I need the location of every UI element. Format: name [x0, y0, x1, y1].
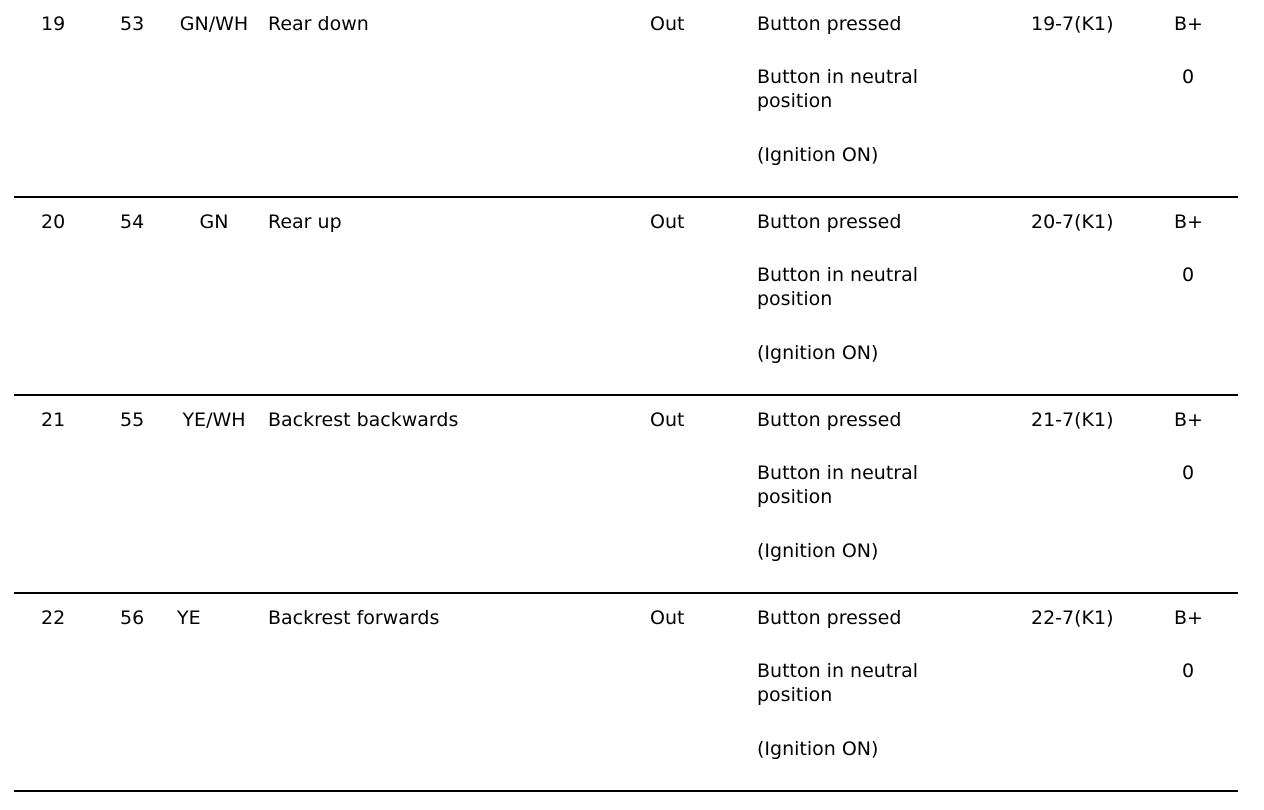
signal-direction: Out [650, 211, 685, 233]
value-pressed: B+ [1174, 409, 1203, 431]
connector-number: 54 [120, 211, 145, 233]
wire-color: YE [177, 607, 201, 629]
pin-number: 21 [41, 409, 66, 431]
wire-color: YE/WH [182, 409, 246, 431]
condition-note: (Ignition ON) [757, 540, 879, 562]
pin-number: 20 [41, 211, 66, 233]
table-row [14, 396, 1238, 594]
condition-pressed: Button pressed [757, 409, 902, 431]
signal-direction: Out [650, 409, 685, 431]
value-neutral: 0 [1182, 462, 1195, 484]
function-label: Backrest backwards [268, 409, 459, 431]
condition-note: (Ignition ON) [757, 144, 879, 166]
test-points: 21-7(K1) [1031, 409, 1114, 431]
table-row [14, 0, 1238, 198]
condition-neutral: Button in neutral position [757, 264, 918, 310]
condition-note: (Ignition ON) [757, 738, 879, 760]
condition-neutral: Button in neutral position [757, 462, 918, 508]
function-label: Rear up [268, 211, 342, 233]
connector-number: 53 [120, 13, 145, 35]
wire-color: GN/WH [179, 13, 249, 35]
pin-number: 22 [41, 607, 66, 629]
value-pressed: B+ [1174, 211, 1203, 233]
pin-number: 19 [41, 13, 66, 35]
function-label: Backrest forwards [268, 607, 440, 629]
value-pressed: B+ [1174, 607, 1203, 629]
condition-pressed: Button pressed [757, 211, 902, 233]
table-row [14, 594, 1238, 792]
test-points: 22-7(K1) [1031, 607, 1114, 629]
connector-number: 56 [120, 607, 145, 629]
condition-pressed: Button pressed [757, 607, 902, 629]
function-label: Rear down [268, 13, 369, 35]
value-neutral: 0 [1182, 660, 1195, 682]
value-neutral: 0 [1182, 264, 1195, 286]
condition-neutral: Button in neutral position [757, 66, 918, 112]
wire-color: GN [199, 211, 229, 233]
test-points: 20-7(K1) [1031, 211, 1114, 233]
signal-direction: Out [650, 607, 685, 629]
value-pressed: B+ [1174, 13, 1203, 35]
value-neutral: 0 [1182, 66, 1195, 88]
connector-number: 55 [120, 409, 145, 431]
table-row [14, 198, 1238, 396]
condition-pressed: Button pressed [757, 13, 902, 35]
signal-direction: Out [650, 13, 685, 35]
condition-note: (Ignition ON) [757, 342, 879, 364]
test-points: 19-7(K1) [1031, 13, 1114, 35]
condition-neutral: Button in neutral position [757, 660, 918, 706]
